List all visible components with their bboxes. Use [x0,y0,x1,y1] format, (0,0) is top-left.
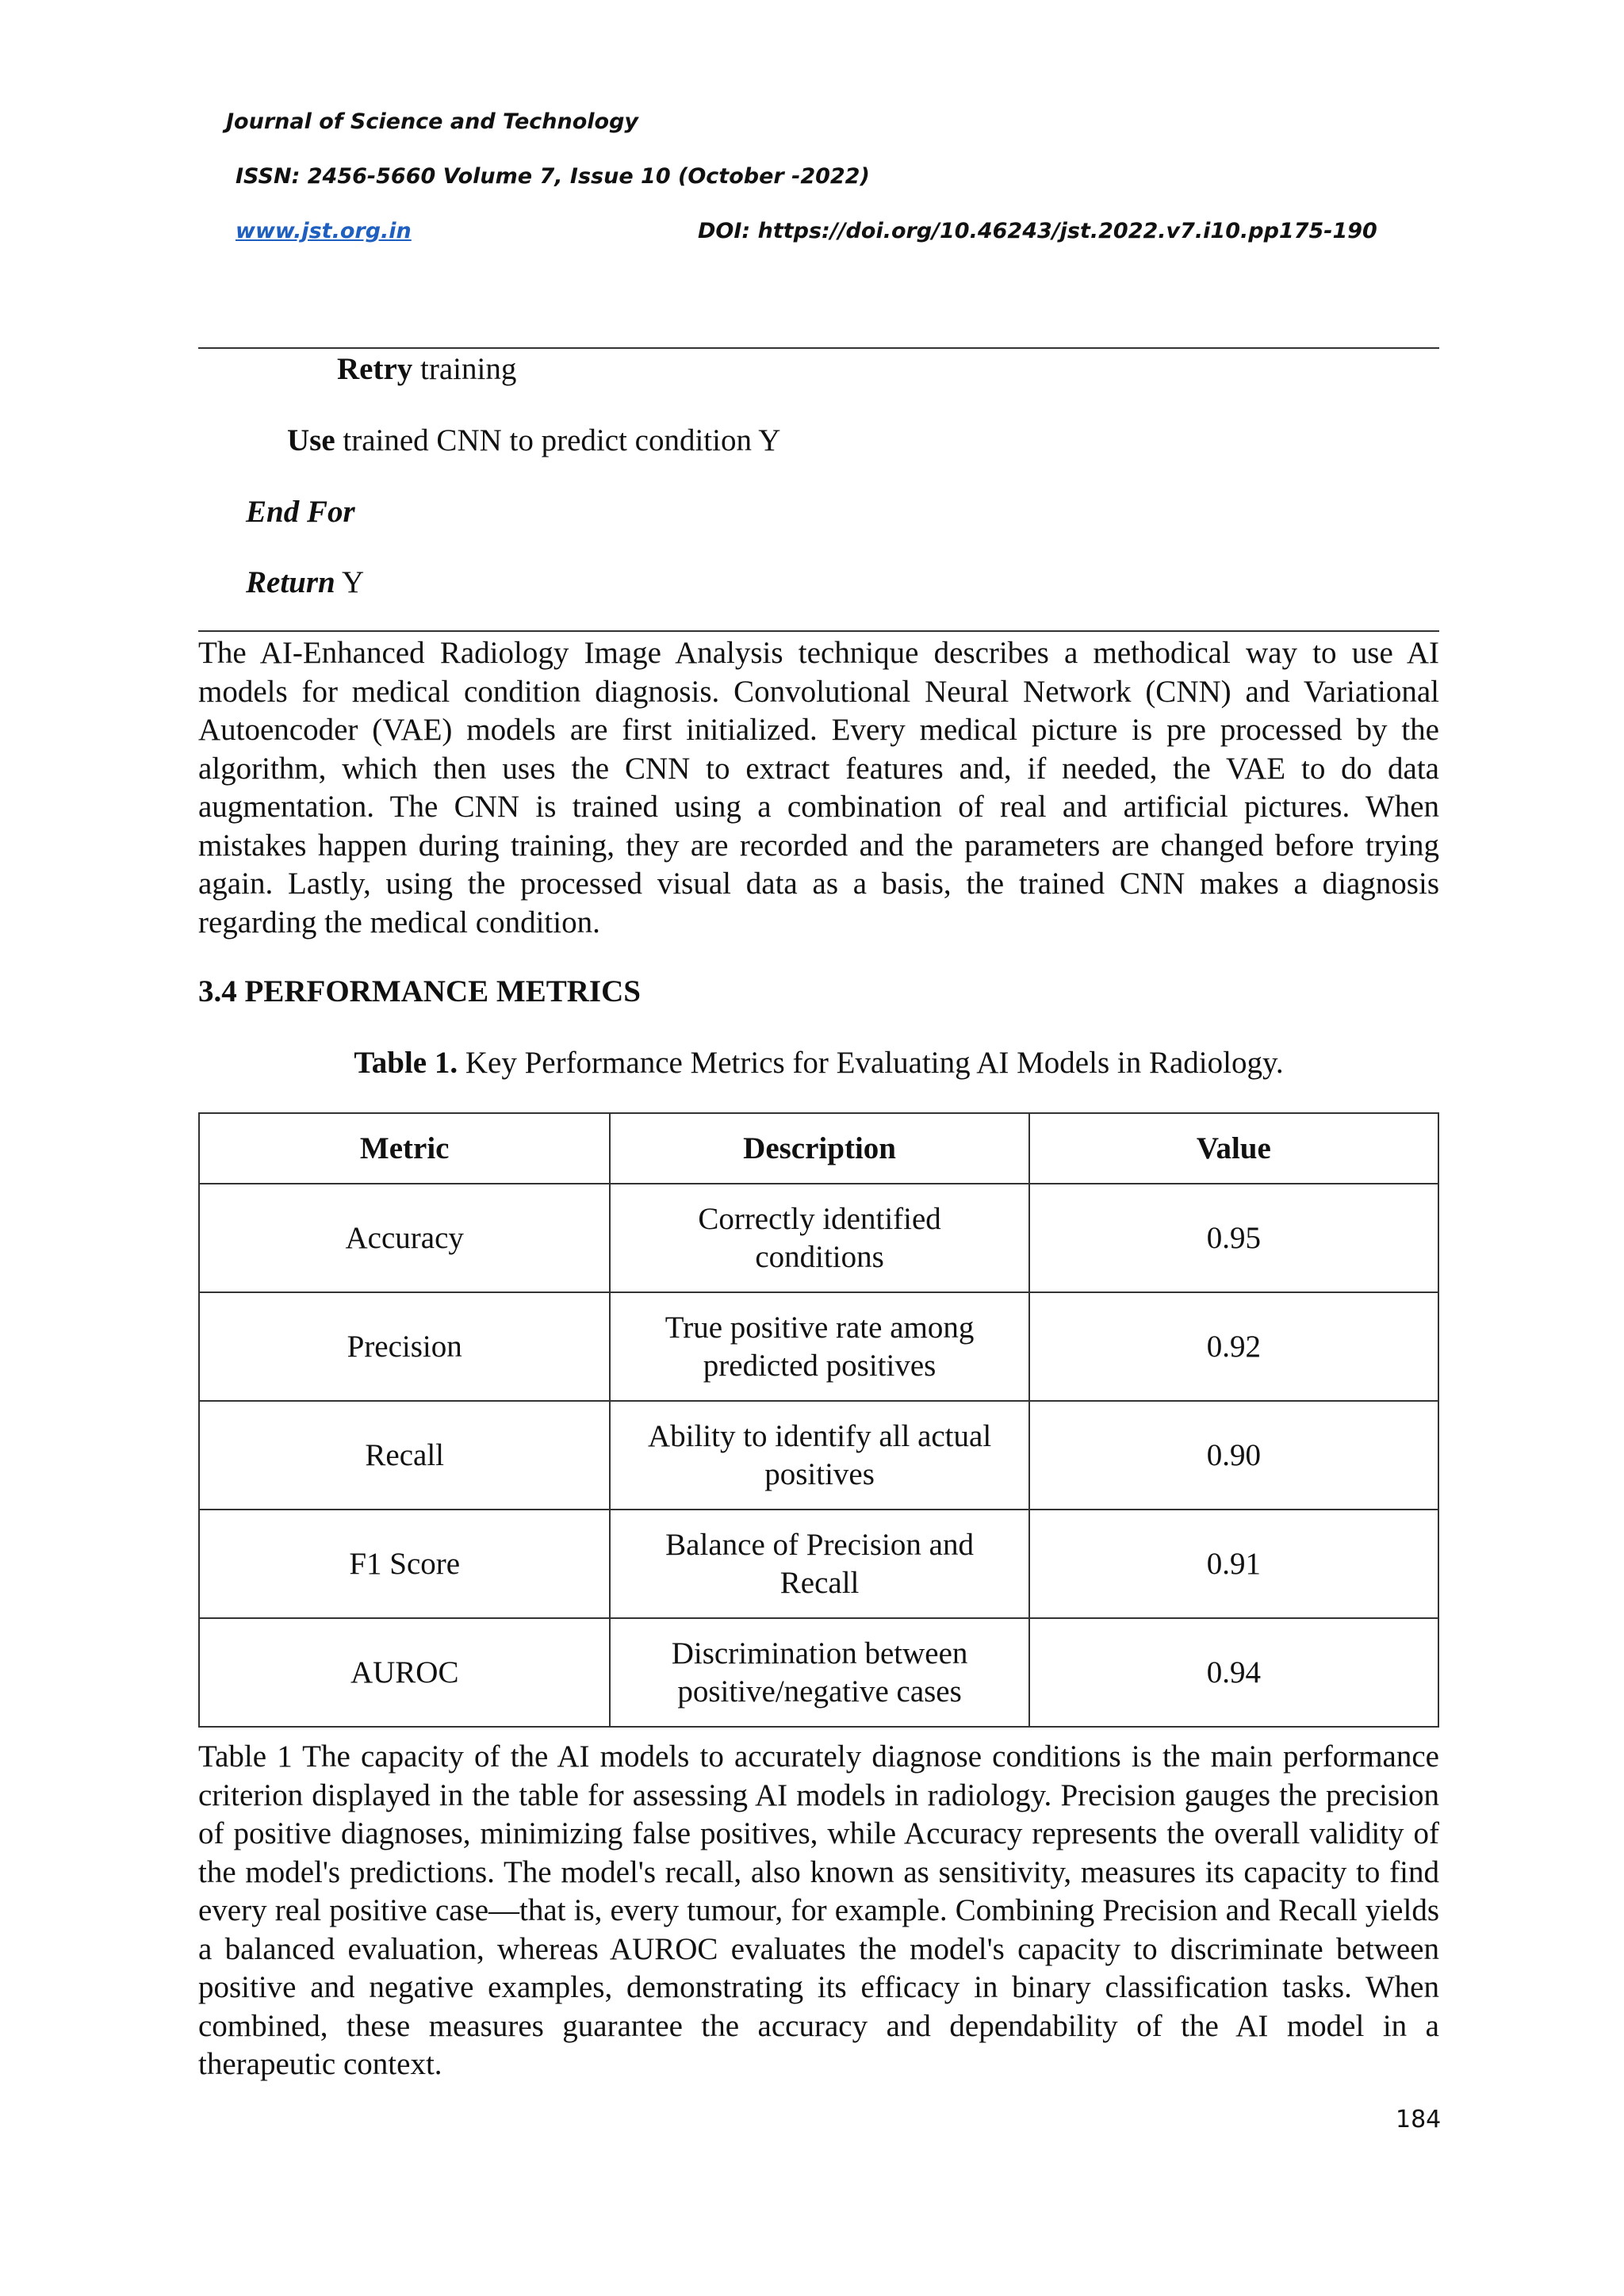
journal-title: Journal of Science and Technology [226,109,639,134]
table-row [199,1510,1438,1618]
algorithm-line-return [246,567,364,598]
keyword-return: Return [246,565,335,599]
algorithm-text: trained CNN to predict condition Y [335,423,781,457]
table-row [199,1292,1438,1401]
cell-metric: Recall [199,1401,610,1510]
header-metric: Metric [199,1113,610,1184]
cell-value: 0.94 [1029,1618,1438,1727]
cell-metric: Precision [199,1292,610,1401]
table-row [199,1184,1438,1292]
cell-metric: AUROC [199,1618,610,1727]
header-description: Description [610,1113,1028,1184]
table-caption-label: Table 1. [354,1046,458,1080]
doi-line: DOI: https://doi.org/10.46243/jst.2022.v7.i10.pp175-190 [698,219,1377,243]
keyword-retry: Retry [337,352,413,386]
cell-value: 0.92 [1029,1292,1438,1401]
algorithm-line-retry [337,354,516,385]
cell-metric: Accuracy [199,1184,610,1292]
cell-value: 0.91 [1029,1510,1438,1618]
issn-line: ISSN: 2456-5660 Volume 7, Issue 10 (October -2022) [236,164,870,189]
header-value: Value [1029,1113,1438,1184]
metrics-table [198,1112,1439,1728]
table-row [199,1401,1438,1510]
algorithm-bottom-rule [198,630,1439,632]
algorithm-text: Y [335,565,365,599]
algorithm-line-end-for: End For [246,495,355,529]
table-header-row [199,1113,1438,1184]
table-caption-text: Key Performance Metrics for Evaluating AI Models in Radiology. [458,1046,1284,1080]
cell-description: Ability to identify all actual positives [610,1401,1028,1510]
cell-description: Balance of Precision and Recall [610,1510,1028,1618]
cell-description: True positive rate among predicted positives [610,1292,1028,1401]
body-paragraph-1: The AI-Enhanced Radiology Image Analysis technique describes a methodical way to use AI models for medical condition diagnosis. Convolutional Neural Network (CNN) and Variational Autoencoder (VAE) models are first initialized. Every medical picture is pre processed by the algorithm, which then uses the CNN to extract features and, if needed, the VAE to do data augmentation. The CNN is trained using a combination of real and artificial pictures. When mistakes happen during training, they are recorded and the parameters are changed before trying again. Lastly, using the processed visual data as a basis, the trained CNN makes a diagnosis regarding the medical condition. [198,636,1439,939]
algorithm-top-rule [198,347,1439,349]
cell-metric: F1 Score [199,1510,610,1618]
website-link[interactable]: www.jst.org.in [236,219,412,243]
section-heading: 3.4 PERFORMANCE METRICS [198,974,641,1008]
table-row [199,1618,1438,1727]
cell-description: Discrimination between positive/negative cases [610,1618,1028,1727]
cell-description: Correctly identified conditions [610,1184,1028,1292]
page-number: 184 [1396,2106,1442,2133]
cell-value: 0.90 [1029,1401,1438,1510]
table-caption [198,1045,1439,1081]
cell-value: 0.95 [1029,1184,1438,1292]
body-paragraph-2: Table 1 The capacity of the AI models to accurately diagnose conditions is the main performance criterion displayed in the table for assessing AI models in radiology. Precision gauges the precision of positive diagnoses, minimizing false positives, while Accuracy represents the overall validity of the model's predictions. The model's recall, also known as sensitivity, measures its capacity to find every real positive case—that is, every tumour, for example. Combining Precision and Recall yields a balanced evaluation, whereas AUROC evaluates the model's capacity to discriminate between positive and negative examples, demonstrating its efficacy in binary classification tasks. When combined, these measures guarantee the accuracy and dependability of the AI model in a therapeutic context. [198,1739,1439,2081]
algorithm-line-use [287,425,780,456]
keyword-use: Use [287,423,335,457]
algorithm-text: training [412,352,517,386]
